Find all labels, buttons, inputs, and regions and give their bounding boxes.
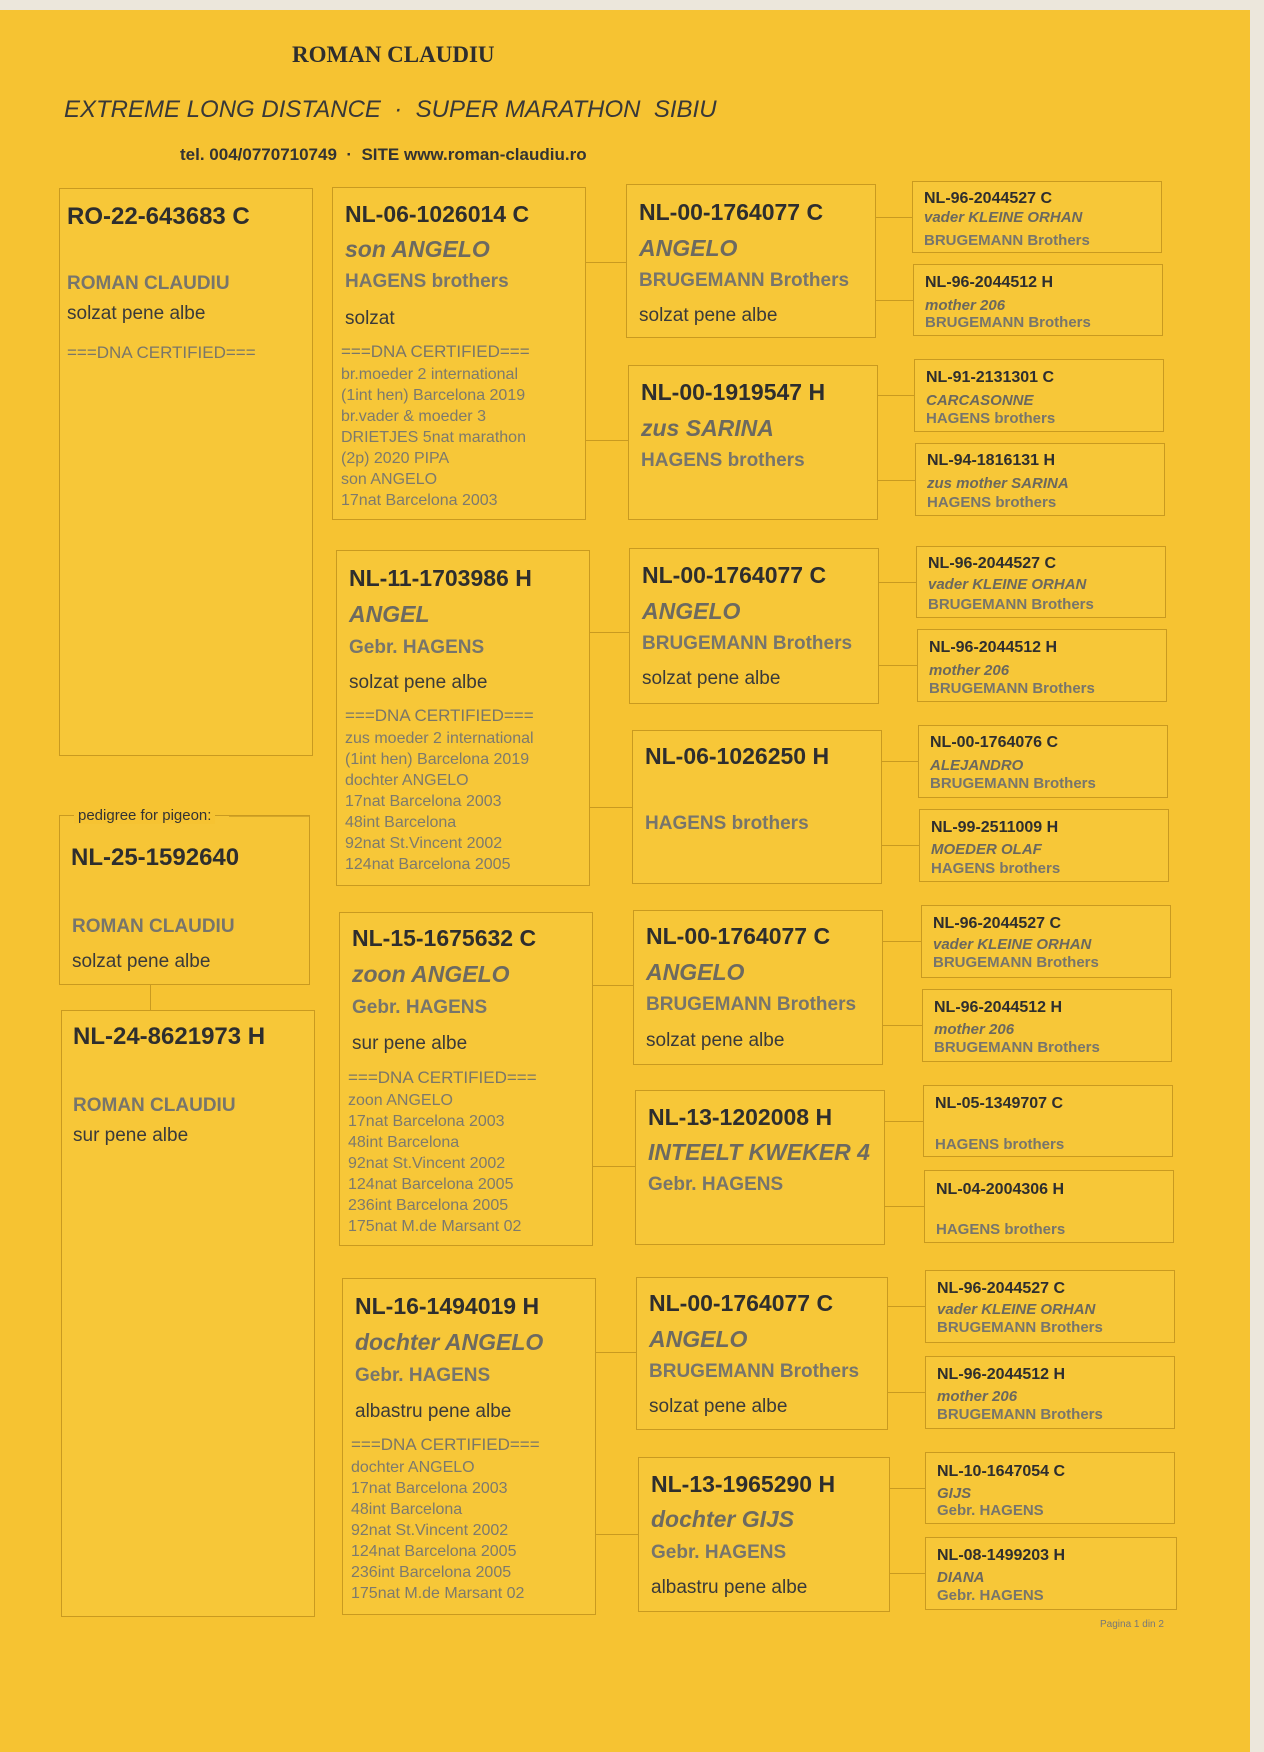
gen4-box: [925, 1270, 1175, 1343]
gp-achievement: 17nat Barcelona 2003: [341, 492, 498, 509]
ggp-breeder: HAGENS brothers: [641, 450, 805, 471]
g4-ring: NL-05-1349707 C: [935, 1095, 1064, 1112]
g4-name: GIJS: [937, 1485, 972, 1502]
pedigree-label: pedigree for pigeon:: [74, 807, 215, 824]
g4-breeder: Gebr. HAGENS: [937, 1502, 1044, 1519]
gen4-box: [919, 809, 1169, 882]
gen4-box: [912, 181, 1162, 253]
page-number: Pagina 1 din 2: [1100, 1619, 1164, 1630]
gp-achievement: (1int hen) Barcelona 2019: [341, 387, 526, 404]
gp-achievement: 236int Barcelona 2005: [348, 1197, 509, 1214]
grandparent-box: [332, 187, 586, 520]
gp-achievement: (1int hen) Barcelona 2019: [345, 751, 530, 768]
g4-ring: NL-96-2044512 H: [929, 639, 1058, 656]
gp-achievement: dochter ANGELO: [351, 1459, 475, 1476]
sire-ring: RO-22-643683 C: [67, 203, 250, 230]
ggp-ring: NL-00-1764077 C: [639, 199, 824, 225]
sire-dna: ===DNA CERTIFIED===: [67, 343, 256, 362]
g4-name: CARCASONNE: [926, 392, 1034, 409]
connector-line: [883, 1025, 922, 1026]
gp-breeder: HAGENS brothers: [345, 271, 509, 292]
g4-breeder: BRUGEMANN Brothers: [925, 314, 1091, 331]
gp-achievement: 92nat St.Vincent 2002: [348, 1155, 506, 1172]
gp-ring: NL-06-1026014 C: [345, 201, 530, 227]
ggp-breeder: Gebr. HAGENS: [651, 1542, 787, 1563]
connector-line: [879, 582, 916, 583]
connector-line: [596, 1534, 638, 1535]
g4-ring: NL-96-2044512 H: [937, 1366, 1066, 1383]
gp-color: solzat: [345, 308, 395, 329]
gp-breeder: Gebr. HAGENS: [349, 637, 485, 658]
ggp-ring: NL-00-1919547 H: [641, 379, 826, 405]
gen4-box: [913, 264, 1163, 336]
ggp-name: ANGELO: [646, 959, 745, 985]
gp-dna: ===DNA CERTIFIED===: [345, 706, 534, 725]
ggp-color: solzat pene albe: [639, 305, 778, 326]
great-grandparent-box: [632, 730, 882, 884]
gp-achievement: zoon ANGELO: [348, 1092, 453, 1109]
connector-line: [888, 1306, 925, 1307]
g4-breeder: BRUGEMANN Brothers: [934, 1039, 1100, 1056]
gp-achievement: 236int Barcelona 2005: [351, 1564, 512, 1581]
sire-color: solzat pene albe: [67, 303, 206, 324]
g4-ring: NL-96-2044512 H: [925, 274, 1054, 291]
gp-dna: ===DNA CERTIFIED===: [341, 342, 530, 361]
gp-name: son ANGELO: [345, 236, 490, 262]
gp-name: ANGEL: [349, 601, 430, 627]
gen4-box: [918, 725, 1168, 798]
g4-breeder: HAGENS brothers: [935, 1136, 1065, 1153]
ggp-ring: NL-13-1202008 H: [648, 1104, 833, 1130]
subject-ring: NL-25-1592640: [71, 844, 240, 871]
gp-achievement: 175nat M.de Marsant 02: [348, 1218, 522, 1235]
great-grandparent-box: [635, 1090, 885, 1245]
gp-achievement: (2p) 2020 PIPA: [341, 450, 450, 467]
g4-breeder: BRUGEMANN Brothers: [924, 232, 1090, 249]
dam-box: [61, 1010, 315, 1617]
g4-ring: NL-96-2044512 H: [934, 999, 1063, 1016]
connector-line: [879, 665, 917, 666]
connector-line: [596, 1352, 636, 1353]
dam-owner: ROMAN CLAUDIU: [73, 1095, 236, 1116]
gp-ring: NL-16-1494019 H: [355, 1293, 540, 1319]
g4-breeder: BRUGEMANN Brothers: [937, 1406, 1103, 1423]
ggp-ring: NL-13-1965290 H: [651, 1471, 836, 1497]
g4-breeder: BRUGEMANN Brothers: [928, 596, 1094, 613]
gp-name: zoon ANGELO: [352, 961, 510, 987]
gen4-box: [917, 629, 1167, 702]
gp-achievement: 48int Barcelona: [345, 814, 457, 831]
subject-color: solzat pene albe: [72, 951, 211, 972]
gp-achievement: br.moeder 2 international: [341, 366, 518, 383]
paper-top-edge: [0, 0, 1264, 10]
subject-box: [59, 807, 310, 985]
ggp-breeder: HAGENS brothers: [645, 813, 809, 834]
gp-color: albastru pene albe: [355, 1401, 512, 1422]
connector-line: [883, 941, 921, 942]
g4-ring: NL-08-1499203 H: [937, 1547, 1066, 1564]
ggp-breeder: BRUGEMANN Brothers: [646, 994, 857, 1015]
gp-achievement: 124nat Barcelona 2005: [351, 1543, 517, 1560]
subject-owner: ROMAN CLAUDIU: [72, 916, 235, 937]
g4-name: mother 206: [934, 1021, 1015, 1038]
gen4-box: [922, 989, 1172, 1062]
g4-ring: NL-99-2511009 H: [931, 819, 1059, 836]
gen4-box: [924, 1170, 1174, 1243]
g4-ring: NL-96-2044527 C: [928, 555, 1057, 572]
connector-line: [593, 1166, 635, 1167]
g4-breeder: Gebr. HAGENS: [937, 1587, 1044, 1604]
ggp-ring: NL-00-1764077 C: [642, 562, 827, 588]
great-grandparent-box: [629, 548, 879, 704]
g4-ring: NL-00-1764076 C: [930, 734, 1059, 751]
g4-name: zus mother SARINA: [927, 475, 1069, 492]
g4-name: ALEJANDRO: [930, 757, 1024, 774]
gp-achievement: 17nat Barcelona 2003: [351, 1480, 508, 1497]
g4-name: vader KLEINE ORHAN: [933, 936, 1092, 953]
gp-ring: NL-15-1675632 C: [352, 925, 537, 951]
gen4-box: [916, 546, 1166, 618]
great-grandparent-box: [636, 1277, 888, 1430]
sire-box: [59, 188, 313, 756]
great-grandparent-box: [633, 910, 883, 1065]
connector-line: [890, 1573, 925, 1574]
connector-line: [878, 395, 914, 396]
g4-ring: NL-96-2044527 C: [937, 1280, 1066, 1297]
g4-breeder: BRUGEMANN Brothers: [933, 954, 1099, 971]
g4-name: vader KLEINE ORHAN: [928, 576, 1087, 593]
great-grandparent-box: [638, 1457, 890, 1612]
gp-breeder: Gebr. HAGENS: [352, 997, 488, 1018]
gp-achievement: 92nat St.Vincent 2002: [351, 1522, 509, 1539]
g4-breeder: HAGENS brothers: [936, 1221, 1066, 1238]
gen4-box: [915, 443, 1165, 516]
connector-line: [876, 217, 912, 218]
grandparent-box: [339, 912, 593, 1246]
ggp-color: albastru pene albe: [651, 1577, 808, 1598]
gp-achievement: 92nat St.Vincent 2002: [345, 835, 503, 852]
gp-achievement: son ANGELO: [341, 471, 438, 488]
gp-breeder: Gebr. HAGENS: [355, 1365, 491, 1386]
ggp-name: INTEELT KWEKER 4: [648, 1139, 870, 1165]
ggp-color: solzat pene albe: [642, 668, 781, 689]
ggp-name: ANGELO: [639, 235, 738, 261]
connector-line: [885, 1206, 924, 1207]
g4-name: vader KLEINE ORHAN: [937, 1301, 1096, 1318]
connector-line: [586, 262, 626, 263]
g4-name: mother 206: [925, 297, 1006, 314]
g4-breeder: BRUGEMANN Brothers: [929, 680, 1095, 697]
connector-line: [586, 440, 628, 441]
gp-achievement: 17nat Barcelona 2003: [345, 793, 502, 810]
g4-breeder: HAGENS brothers: [926, 410, 1056, 427]
gp-name: dochter ANGELO: [355, 1329, 544, 1355]
g4-name: DIANA: [937, 1569, 985, 1586]
g4-ring: NL-96-2044527 C: [933, 915, 1062, 932]
g4-ring: NL-91-2131301 C: [926, 369, 1055, 386]
g4-ring: NL-94-1816131 H: [927, 452, 1056, 469]
connector-line: [885, 1121, 923, 1122]
ggp-name: ANGELO: [642, 598, 741, 624]
ggp-name: ANGELO: [649, 1326, 748, 1352]
gp-achievement: zus moeder 2 international: [345, 730, 534, 747]
gp-ring: NL-11-1703986 H: [349, 565, 532, 591]
g4-name: mother 206: [937, 1388, 1018, 1405]
ggp-ring: NL-00-1764077 C: [646, 923, 831, 949]
ggp-color: solzat pene albe: [646, 1030, 785, 1051]
gp-achievement: br.vader & moeder 3: [341, 408, 486, 425]
grandparent-box: [336, 550, 590, 886]
gp-dna: ===DNA CERTIFIED===: [348, 1068, 537, 1087]
ggp-ring: NL-06-1026250 H: [645, 743, 830, 769]
ggp-name: zus SARINA: [641, 415, 774, 441]
connector-line: [150, 985, 151, 1010]
gp-color: solzat pene albe: [349, 672, 488, 693]
ggp-ring: NL-00-1764077 C: [649, 1290, 834, 1316]
gp-dna: ===DNA CERTIFIED===: [351, 1435, 540, 1454]
gen4-box: [923, 1085, 1173, 1157]
gen4-box: [925, 1537, 1177, 1610]
ggp-breeder: BRUGEMANN Brothers: [639, 270, 850, 291]
ggp-name: dochter GIJS: [651, 1506, 795, 1532]
dam-ring: NL-24-8621973 H: [73, 1023, 266, 1050]
g4-name: vader KLEINE ORHAN: [924, 209, 1083, 226]
owner-title: ROMAN CLAUDIU: [292, 42, 495, 67]
g4-ring: NL-10-1647054 C: [937, 1463, 1066, 1480]
gen4-box: [925, 1356, 1175, 1429]
gp-color: sur pene albe: [352, 1033, 468, 1054]
g4-ring: NL-04-2004306 H: [936, 1181, 1065, 1198]
gp-achievement: 17nat Barcelona 2003: [348, 1113, 505, 1130]
connector-line: [890, 1488, 925, 1489]
gp-achievement: dochter ANGELO: [345, 772, 469, 789]
g4-name: mother 206: [929, 662, 1010, 679]
grandparent-box: [342, 1278, 596, 1615]
ggp-breeder: BRUGEMANN Brothers: [649, 1361, 860, 1382]
connector-line: [593, 985, 633, 986]
ggp-color: solzat pene albe: [649, 1396, 788, 1417]
g4-breeder: BRUGEMANN Brothers: [937, 1319, 1103, 1336]
g4-breeder: HAGENS brothers: [931, 860, 1061, 877]
ggp-breeder: Gebr. HAGENS: [648, 1174, 784, 1195]
gen4-box: [925, 1452, 1175, 1524]
gen4-box: [921, 905, 1171, 978]
connector-line: [888, 1392, 925, 1393]
contact-line: tel. 004/0770710749 · SITE www.roman-claudiu.ro: [180, 145, 587, 164]
dam-color: sur pene albe: [73, 1125, 189, 1146]
connector-line: [878, 480, 915, 481]
great-grandparent-box: [628, 365, 878, 520]
g4-breeder: BRUGEMANN Brothers: [930, 775, 1096, 792]
gp-achievement: 175nat M.de Marsant 02: [351, 1585, 525, 1602]
connector-line: [590, 632, 629, 633]
gp-achievement: 48int Barcelona: [348, 1134, 460, 1151]
gen4-box: [914, 359, 1164, 432]
gp-achievement: 124nat Barcelona 2005: [348, 1176, 514, 1193]
great-grandparent-box: [626, 184, 876, 338]
g4-breeder: HAGENS brothers: [927, 494, 1057, 511]
subtitle: EXTREME LONG DISTANCE · SUPER MARATHON SIBIU: [64, 96, 717, 123]
g4-ring: NL-96-2044527 C: [924, 190, 1053, 207]
ggp-breeder: BRUGEMANN Brothers: [642, 633, 853, 654]
connector-line: [882, 845, 919, 846]
connector-line: [590, 807, 632, 808]
gp-achievement: 124nat Barcelona 2005: [345, 856, 511, 873]
paper-right-edge: [1250, 0, 1264, 1752]
gp-achievement: 48int Barcelona: [351, 1501, 463, 1518]
sire-owner: ROMAN CLAUDIU: [67, 273, 230, 294]
connector-line: [882, 761, 918, 762]
g4-name: MOEDER OLAF: [931, 841, 1042, 858]
connector-line: [876, 300, 913, 301]
gp-achievement: DRIETJES 5nat marathon: [341, 429, 526, 446]
